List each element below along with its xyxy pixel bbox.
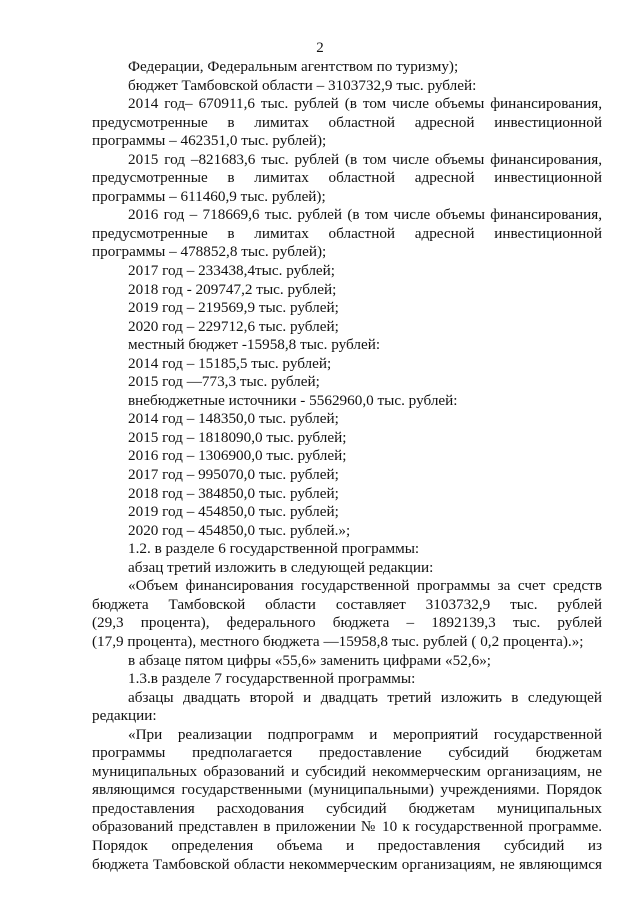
text-line: 2017 год – 995070,0 тыс. рублей; (128, 466, 339, 484)
text-line: 2016 год – 1306900,0 тыс. рублей; (128, 447, 347, 465)
text-line: внебюджетные источники - 5562960,0 тыс. рублей: (128, 391, 458, 409)
text-line: 2016 год – 718669,6 тыс. рублей (в том числе объемы финансирования, (128, 206, 602, 224)
text-line: бюджет Тамбовской области – 3103732,9 тыс. рублей: (128, 76, 477, 94)
text-line: 1.2. в разделе 6 государственной программы: (128, 540, 420, 558)
text-line: предусмотренные в лимитах областной адресной инвестиционной (92, 113, 602, 131)
text-line: 2014 год– 670911,6 тыс. рублей (в том числе объемы финансирования, (128, 95, 602, 113)
text-line: 2017 год – 233438,4тыс. рублей; (128, 262, 336, 280)
text-line: образований представлен в приложении № 10 к государственной программе. (92, 818, 602, 836)
text-line: 2018 год - 209747,2 тыс. рублей; (128, 280, 337, 298)
text-line: (29,3 процента), федерального бюджета – 1892139,3 тыс. рублей (92, 614, 602, 632)
text-line: бюджета Тамбовской области некоммерческим организациям, не являющимся (92, 855, 602, 873)
text-line: программы – 611460,9 тыс. рублей); (92, 187, 326, 205)
text-line: муниципальных образований и субсидий некоммерческим организациям, не (92, 762, 602, 780)
text-line: редакции: (92, 707, 157, 725)
text-line: 2018 год – 384850,0 тыс. рублей; (128, 484, 339, 502)
text-line: являющимся государственными (муниципальными) учреждениями. Порядок (92, 781, 602, 799)
text-line: 2014 год – 148350,0 тыс. рублей; (128, 410, 339, 428)
text-line: программы – 478852,8 тыс. рублей); (92, 243, 327, 261)
text-line: 2015 год – 1818090,0 тыс. рублей; (128, 428, 347, 446)
text-line: «Объем финансирования государственной программы за счет средств (128, 577, 602, 595)
text-line: программы предполагается предоставление субсидий бюджетам (92, 744, 602, 762)
text-line: 2020 год – 229712,6 тыс. рублей; (128, 317, 339, 335)
text-line: предусмотренные в лимитах областной адресной инвестиционной (92, 169, 602, 187)
text-line: «При реализации подпрограмм и мероприятий государственной (128, 725, 602, 743)
text-line: абзацы двадцать второй и двадцать третий изложить в следующей (128, 688, 602, 706)
page-number: 2 (316, 40, 324, 56)
text-line: 2015 год –821683,6 тыс. рублей (в том числе объемы финансирования, (128, 150, 602, 168)
document-body (92, 58, 602, 874)
text-line: 2020 год – 454850,0 тыс. рублей.»; (128, 521, 351, 539)
text-line: в абзаце пятом цифры «55,6» заменить цифрами «52,6»; (128, 651, 492, 669)
text-line: Порядок определения объема и предоставления субсидий из (92, 836, 602, 854)
text-line: 2014 год – 15185,5 тыс. рублей; (128, 354, 332, 372)
text-line: бюджета Тамбовской области составляет 3103732,9 тыс. рублей (92, 595, 602, 613)
text-line: местный бюджет -15958,8 тыс. рублей: (128, 336, 381, 354)
text-line: 2019 год – 454850,0 тыс. рублей; (128, 503, 339, 521)
text-line: Федерации, Федеральным агентством по туризму); (128, 58, 459, 75)
text-line: программы – 462351,0 тыс. рублей); (92, 132, 327, 150)
text-line: 2015 год —773,3 тыс. рублей; (128, 373, 320, 391)
text-line: предусмотренные в лимитах областной адресной инвестиционной (92, 224, 602, 242)
text-line: абзац третий изложить в следующей редакции: (128, 558, 434, 576)
text-line: (17,9 процента), местного бюджета —15958,8 тыс. рублей ( 0,2 процента).»; (92, 632, 584, 650)
text-line: предоставления расходования субсидий бюджетам муниципальных (92, 799, 602, 817)
text-line: 2019 год – 219569,9 тыс. рублей; (128, 299, 339, 317)
text-line: 1.3.в разделе 7 государственной программы: (128, 670, 416, 688)
